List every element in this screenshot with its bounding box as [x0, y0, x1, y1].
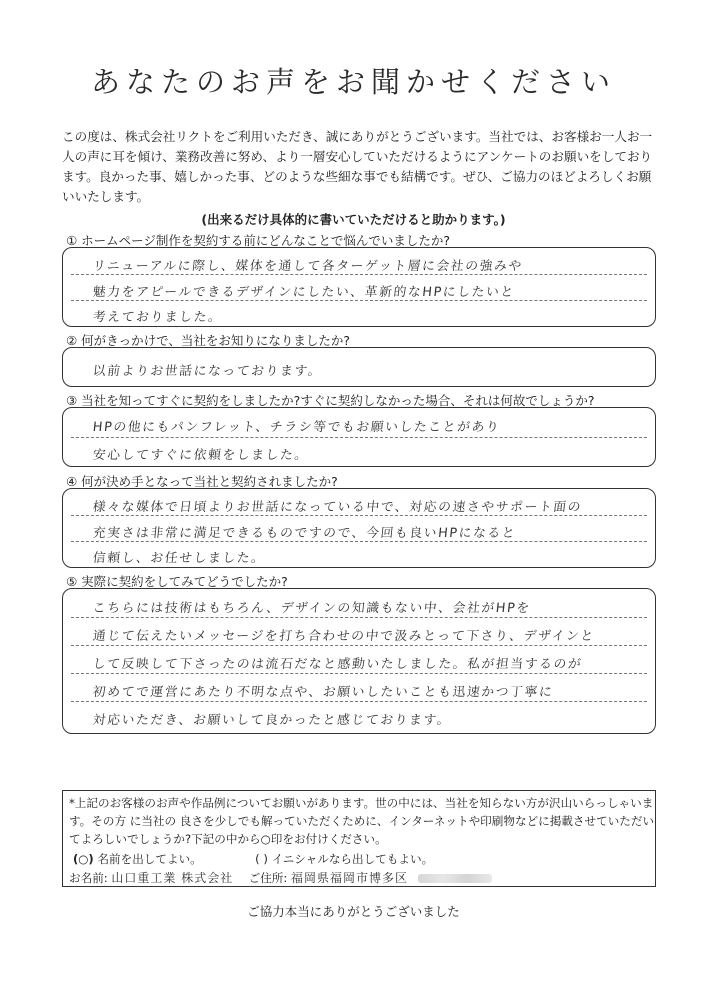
- answer-line: こちらには技術はもちろん、デザインの知識もない中、会社がHPを: [92, 601, 532, 616]
- ruled-line: [71, 274, 647, 275]
- answer-line: 安心してすぐに依頼をしました。: [92, 448, 310, 463]
- redacted-address: [418, 874, 492, 883]
- answer-line: HPの他にもパンフレット、チラシ等でもお願いしたことがあり: [92, 420, 502, 435]
- consent-line: す。その方 に当社の 良さを少しでも解っていただくために、インターネットや印刷物などに掲載させていただい: [69, 814, 655, 828]
- intro-line: いいたします。: [62, 189, 150, 204]
- answer-line: 様々な媒体で日頃よりお世話になっている中で、対応の速さやサポート面の: [92, 500, 583, 515]
- ruled-line: [71, 673, 647, 674]
- question-3-label: ③ 当社を知ってすぐに契約をしましたか?すぐに契約しなかった場合、それは何故でしょうか?: [66, 393, 595, 408]
- answer-box-3: [62, 407, 656, 467]
- name-address-row: [69, 869, 492, 886]
- ruled-line: [71, 300, 647, 301]
- ruled-line: [71, 437, 647, 438]
- intro-text: [62, 127, 662, 207]
- answer-line: 初めてで運営にあたり不明な点や、お願いしたいことも迅速かつ丁寧に: [92, 685, 555, 700]
- answer-line: 以前よりお世話になっております。: [92, 364, 323, 379]
- option-initial-mark[interactable]: ( ): [255, 852, 268, 866]
- address-value: 福岡県福岡市博多区: [290, 871, 408, 885]
- answer-box-4: [62, 488, 656, 568]
- intro-line: 人の声に耳を傾け、業務改善に努め、より一層安心していただけるようにアンケートのお願いをしており: [62, 149, 653, 164]
- ruled-line: [71, 617, 647, 618]
- closing-thanks: ご協力本当にありがとうございました: [247, 904, 460, 919]
- question-1-label: ① ホームページ制作を契約する前にどんなことで悩んでいましたか?: [66, 233, 451, 248]
- option-name-label: 名前を出してよい。: [97, 852, 202, 866]
- consent-line: *上記のお客様のお声や作品例についてお願いがあります。世の中には、当社を知らない方が沢山いらっしゃいま: [69, 796, 654, 810]
- answer-line: 通じて伝えたいメッセージを打ち合わせの中で汲みとって下さり、デザインと: [92, 629, 596, 644]
- ruled-line: [71, 515, 647, 516]
- intro-line: ます。良かった事、嬉しかった事、どのような些細な事でも結構です。ぜひ、ご協力のほどよろしくお願: [62, 169, 652, 184]
- answer-box-5: [62, 588, 656, 734]
- name-value: 山口重工業 株式会社: [111, 871, 234, 885]
- consent-line: てよろしいでしょうか?下記の中から○印をお付けください。: [69, 832, 387, 846]
- answer-line: して反映して下さったのは流石だなと感動いたしました。私が担当するのが: [92, 657, 584, 672]
- ruled-line: [71, 701, 647, 702]
- address-label: ご住所:: [248, 871, 288, 885]
- intro-line: この度は、株式会社リクトをご利用いただき、誠にありがとうございます。当社では、お客様お一人お一: [62, 129, 653, 144]
- question-5-label: ⑤ 実際に契約をしてみてどうでしたか?: [66, 574, 288, 589]
- name-label: お名前:: [69, 871, 108, 885]
- answer-line: 考えておりました。: [92, 310, 224, 325]
- survey-title: あなたのお声をお聞かせください: [90, 65, 616, 99]
- consent-options: [73, 851, 433, 867]
- answer-line: 充実さは非常に満足できるものですので、今回も良いHPになると: [92, 526, 517, 541]
- answer-line: 対応いただき、お願いして良かったと感じております。: [92, 713, 452, 728]
- answer-box-1: [62, 247, 656, 327]
- ruled-line: [71, 541, 647, 542]
- answer-line: 魅力をアピールできるデザインにしたい、革新的なHPにしたいと: [92, 285, 516, 300]
- question-2-label: ② 何がきっかけで、当社をお知りになりましたか?: [66, 333, 351, 348]
- answer-line: リニューアルに際し、媒体を通して各ターゲット層に会社の強みや: [92, 259, 524, 274]
- answer-line: 信頼し、お任せしました。: [92, 551, 267, 566]
- answer-box-2: [62, 347, 656, 387]
- ruled-line: [71, 645, 647, 646]
- emphasis-note: (出来るだけ具体的に書いていただけると助かります。): [201, 212, 506, 227]
- question-4-label: ④ 何が決め手となって当社と契約されましたか?: [66, 474, 338, 489]
- option-initial-label: イニシャルなら出してもよい。: [271, 852, 434, 866]
- consent-box: [62, 790, 656, 887]
- option-name-mark[interactable]: (○): [73, 852, 94, 866]
